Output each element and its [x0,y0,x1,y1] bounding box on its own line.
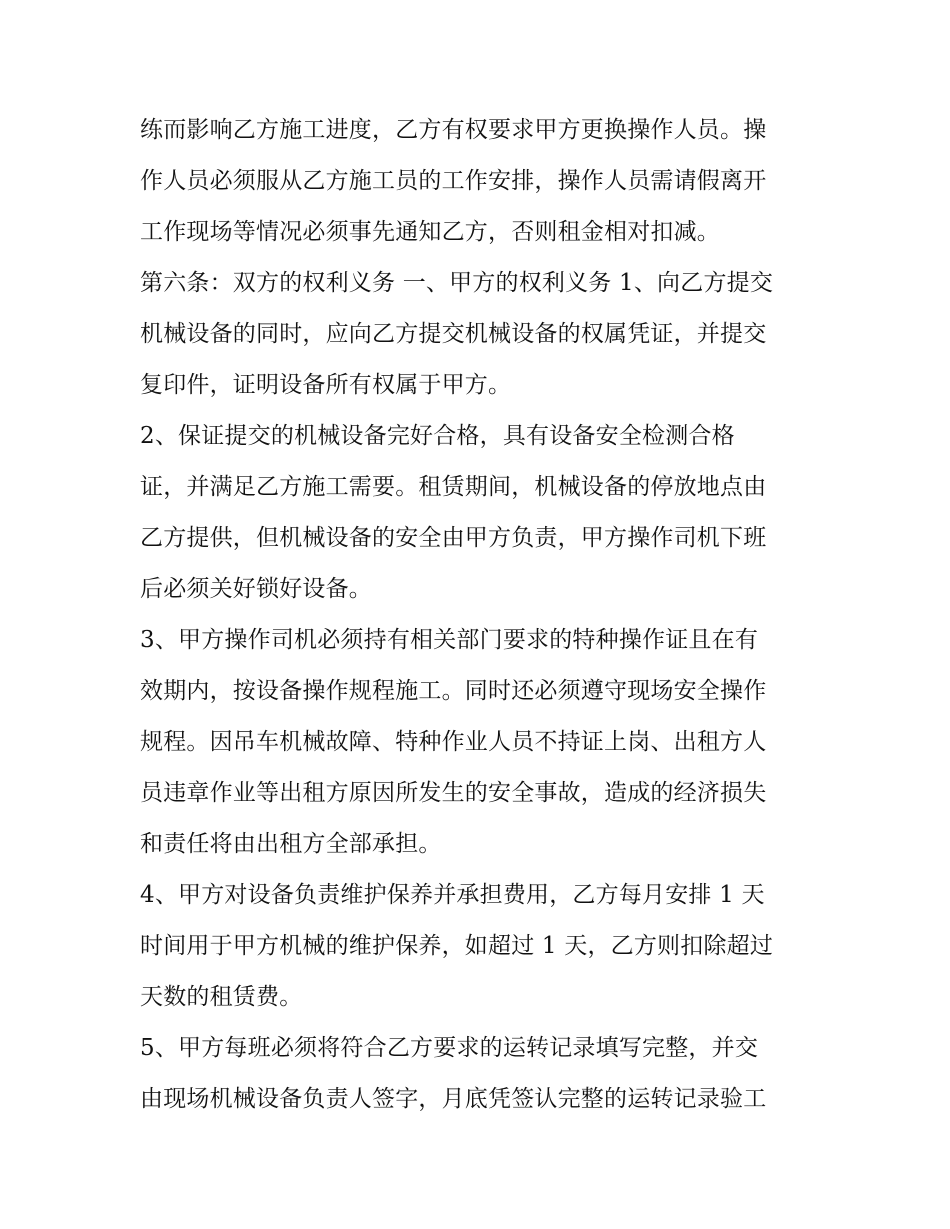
text-line: 第六条：双方的权利义务 一、甲方的权利义务 1、向乙方提交 [140,270,774,296]
text-line: 练而影响乙方施工进度，乙方有权要求甲方更换操作人员。操 [140,117,767,143]
text-line: 员违章作业等出租方原因所发生的安全事故，造成的经济损失 [140,780,767,806]
text-line: 证，并满足乙方施工需要。租赁期间，机械设备的停放地点由 [140,474,767,500]
text-line: 天数的租赁费。 [140,984,303,1010]
text-line: 机械设备的同时，应向乙方提交机械设备的权属凭证，并提交 [140,321,767,347]
text-line: 5、甲方每班必须将符合乙方要求的运转记录填写完整，并交 [140,1035,759,1061]
text-line: 时间用于甲方机械的维护保养，如超过 1 天，乙方则扣除超过 [140,933,774,959]
text-line: 后必须关好锁好设备。 [140,576,372,602]
text-line: 4、甲方对设备负责维护保养并承担费用，乙方每月安排 1 天 [140,882,765,908]
text-line: 效期内，按设备操作规程施工。同时还必须遵守现场安全操作 [140,678,767,704]
text-line: 乙方提供，但机械设备的安全由甲方负责，甲方操作司机下班 [140,525,767,551]
text-line: 3、甲方操作司机必须持有相关部门要求的特种操作证且在有 [140,627,759,653]
text-line: 2、保证提交的机械设备完好合格，具有设备安全检测合格 [140,423,735,449]
text-line: 作人员必须服从乙方施工员的工作安排，操作人员需请假离开 [140,168,767,194]
text-line: 由现场机械设备负责人签字，月底凭签认完整的运转记录验工 [140,1086,767,1112]
document-body [140,109,820,1129]
text-line: 复印件，证明设备所有权属于甲方。 [140,372,512,398]
text-line: 工作现场等情况必须事先通知乙方，否则租金相对扣减。 [140,219,720,245]
text-line: 规程。因吊车机械故障、特种作业人员不持证上岗、出租方人 [140,729,767,755]
text-line: 和责任将由出租方全部承担。 [140,831,442,857]
